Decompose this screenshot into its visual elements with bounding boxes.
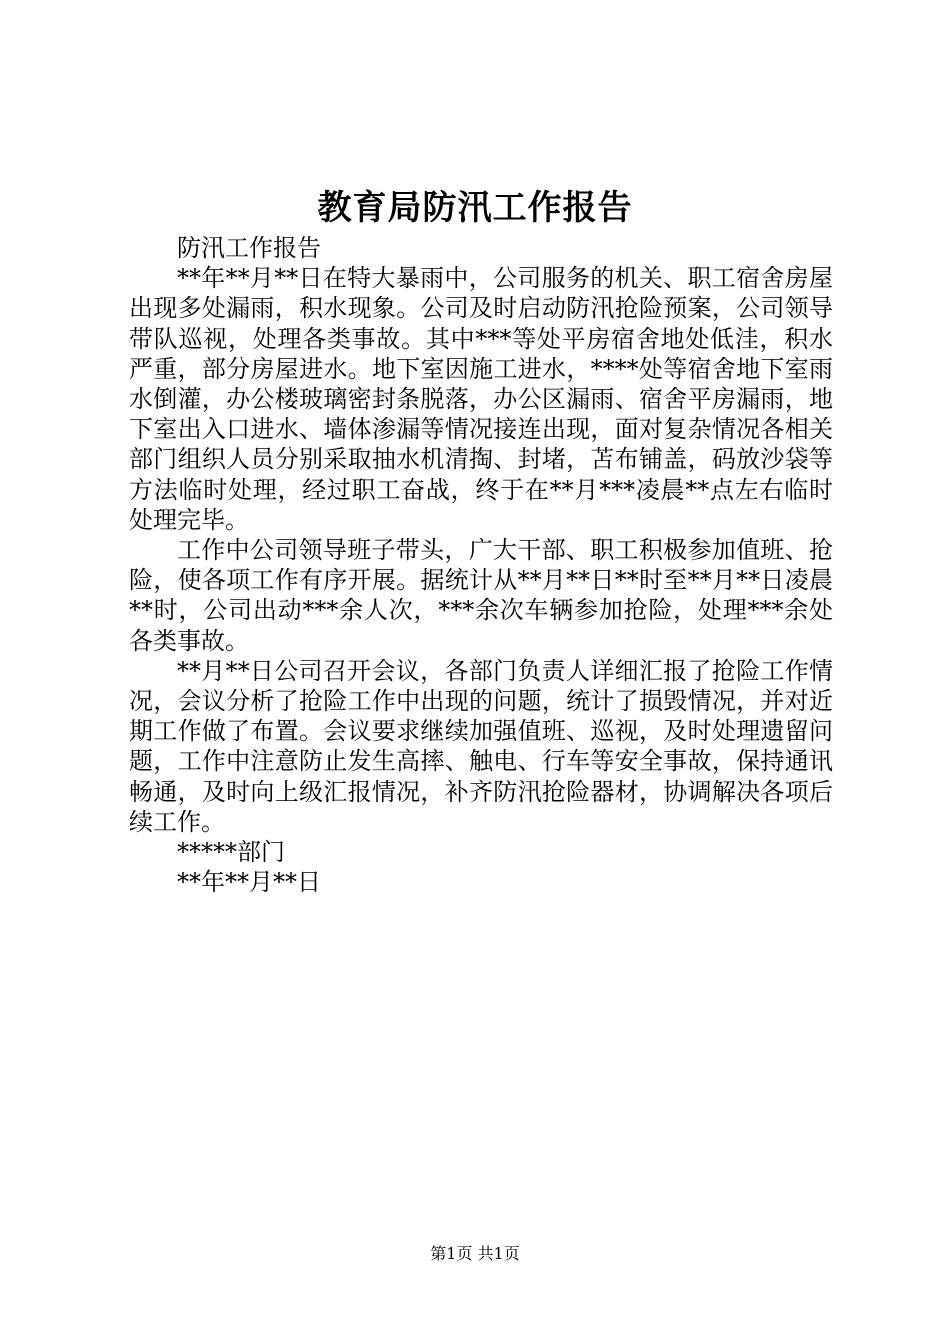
document-body [129,233,833,897]
paragraph-meeting: **月**日公司召开会议，各部门负责人详细汇报了抢险工作情况，会议分析了抢险工作中出现的问题，统计了损毁情况，并对近期工作做了布置。会议要求继续加强值班、巡视，及时处理遗留问题，工作中注意防止发生高摔、触电、行车等安全事故，保持通讯畅通，及时向上级汇报情况，补齐防汛抢险器材，协调解决各项后续工作。 [129,656,833,836]
signature-date: **年**月**日 [177,868,321,897]
page-number-footer: 第1页 共1页 [430,1244,520,1263]
document-title: 教育局防汛工作报告 [317,188,633,228]
paragraph-statistics: 工作中公司领导班子带头，广大干部、职工积极参加值班、抢险，使各项工作有序开展。据统计从**月**日**时至**月**日凌晨**时，公司出动***余人次，***余次车辆参加抢险，处理***余处各类事故。 [129,536,833,655]
signature-department: *****部门 [177,838,285,867]
paragraph-incident: **年**月**日在特大暴雨中，公司服务的机关、职工宿舍房屋出现多处漏雨，积水现象。公司及时启动防汛抢险预案，公司领导带队巡视，处理各类事故。其中***等处平房宿舍地处低洼，积水严重，部分房屋进水。地下室因施工进水，****处等宿舍地下室雨水倒灌，办公楼玻璃密封条脱落，办公区漏雨、宿舍平房漏雨，地下室出入口进水、墙体渗漏等情况接连出现，面对复杂情况各相关部门组织人员分别采取抽水机清掏、封堵，苫布铺盖，码放沙袋等方法临时处理，经过职工奋战，终于在**月***凌晨**点左右临时处理完毕。 [129,264,833,534]
paragraph-subtitle: 防汛工作报告 [177,234,321,262]
